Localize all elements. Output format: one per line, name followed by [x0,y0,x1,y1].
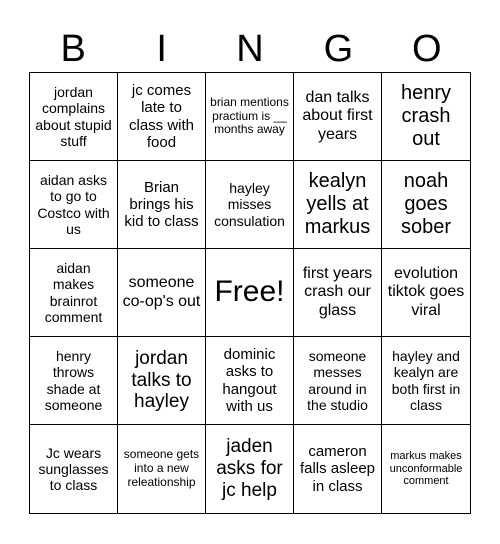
free-space[interactable]: Free! [206,249,294,337]
header-letter-g: G [323,28,354,70]
bingo-board [29,72,471,514]
bingo-cell[interactable]: aidan asks to go to Costco with us [30,161,118,249]
bingo-cell[interactable]: jordan talks to hayley [118,337,206,425]
bingo-cell[interactable]: markus makes unconformable comment [389,450,463,488]
bingo-cell[interactable]: someone co-op's out [118,249,206,337]
bingo-cell[interactable]: someone messes around in the studio [294,337,382,425]
bingo-cell[interactable]: noah goes sober [382,161,470,249]
bingo-cell[interactable]: jaden asks for jc help [206,425,294,513]
bingo-cell[interactable]: brian mentions practium is __ months away [206,73,294,161]
header-letter-b: B [60,28,86,70]
bingo-cell[interactable]: dan talks about first years [294,73,382,161]
bingo-cell[interactable]: kealyn yells at markus [294,161,382,249]
bingo-cell[interactable]: jordan complains about stupid stuff [30,73,118,161]
bingo-cell[interactable]: henry throws shade at someone [30,337,118,425]
bingo-cell[interactable]: hayley misses consulation [206,161,294,249]
bingo-cell[interactable]: aidan makes brainrot comment [30,249,118,337]
bingo-cell[interactable]: evolution tiktok goes viral [382,249,470,337]
bingo-cell[interactable]: hayley and kealyn are both first in class [382,337,470,425]
header-letter-i: I [156,28,167,70]
header-letter-n: N [236,28,264,70]
bingo-header [29,26,471,72]
bingo-cell[interactable]: Brian brings his kid to class [118,161,206,249]
bingo-cell[interactable]: jc comes late to class with food [118,73,206,161]
bingo-cell[interactable]: dominic asks to hangout with us [206,337,294,425]
bingo-cell[interactable]: henry crash out [382,73,470,161]
bingo-cell[interactable]: first years crash our glass [294,249,382,337]
bingo-cell[interactable]: someone gets into a new releationship [118,425,206,513]
header-letter-o: O [412,28,442,70]
bingo-cell[interactable]: Jc wears sunglasses to class [30,425,118,513]
bingo-cell[interactable]: cameron falls asleep in class [294,425,382,513]
